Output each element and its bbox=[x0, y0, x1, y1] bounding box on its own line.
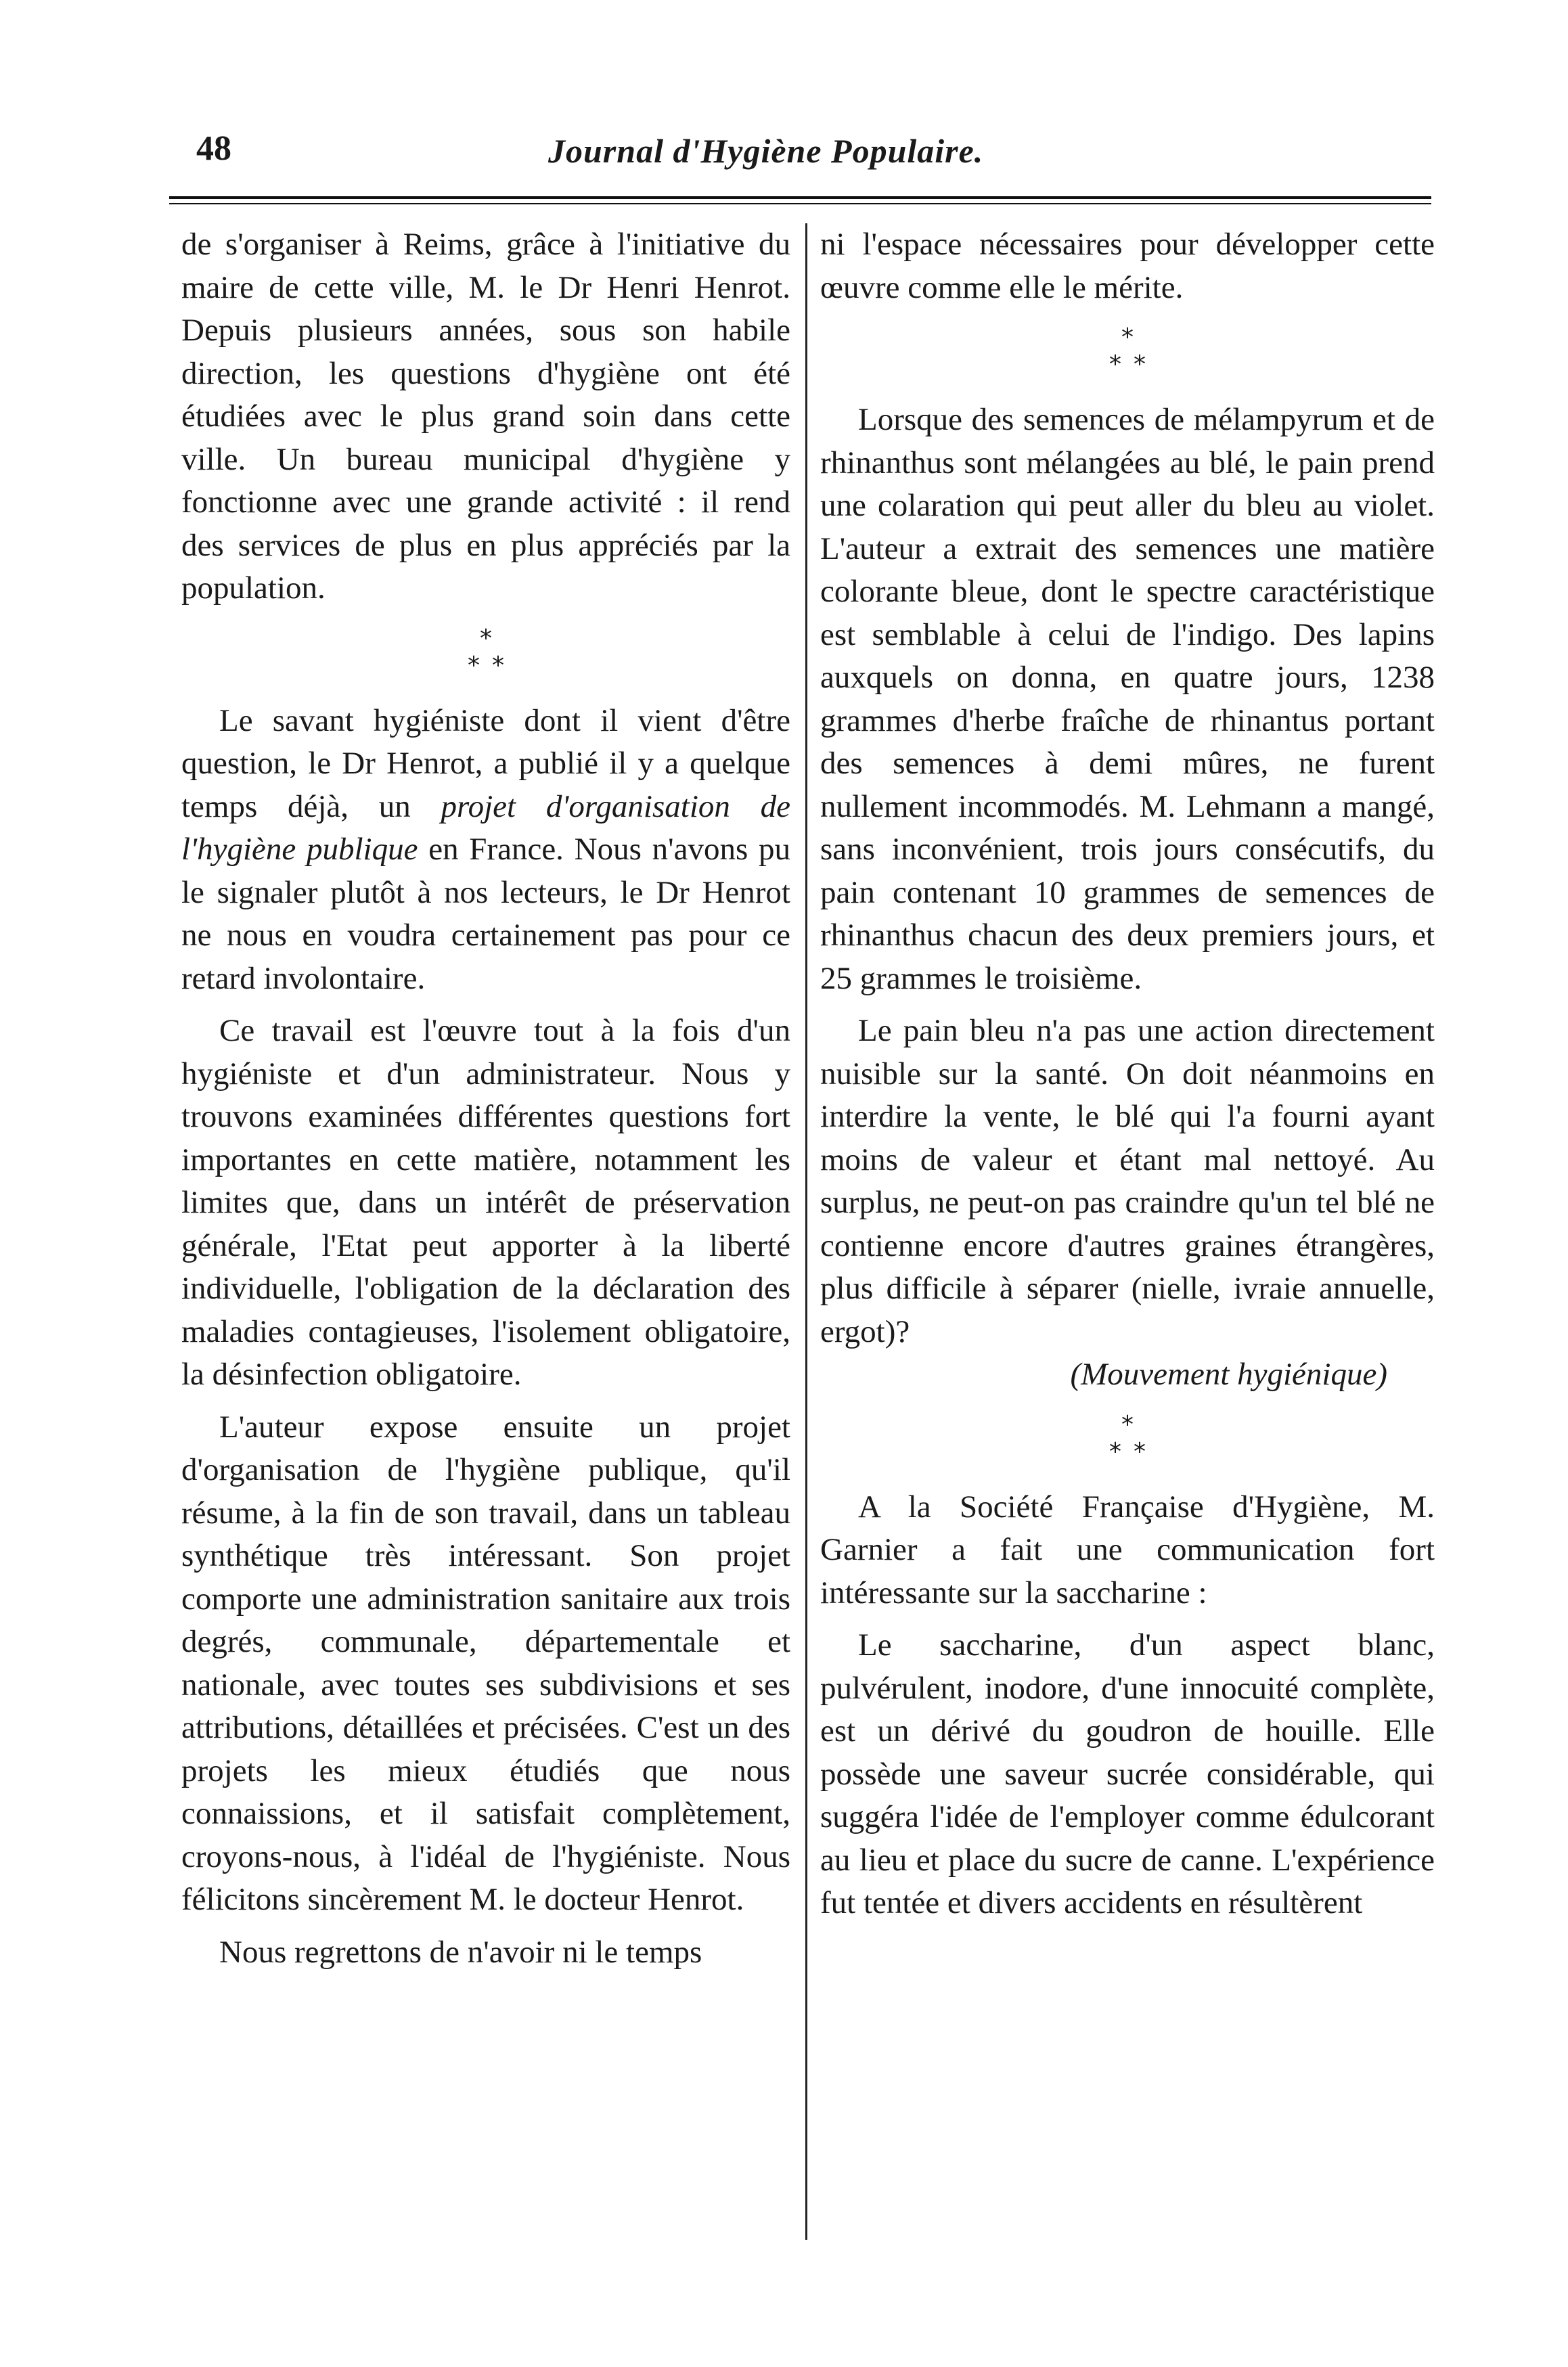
column-divider bbox=[805, 223, 807, 2240]
paragraph: A la Société Française d'Hygiène, M. Garnier a fait une communication fort intéressante sur la saccharine : bbox=[820, 1489, 1435, 1610]
publication-title: projet d'organisation de l'hygiène publique bbox=[181, 788, 790, 867]
paragraph: de s'organiser à Reims, grâce à l'initiative du maire de cette ville, M. le Dr Henri Henrot. Depuis plusieurs années, sous son habile direction, les questions d'hygiène ont été étudiées avec le plus grand soin dans cette ville. Un bureau municipal d'hygiène y fonctionne avec une grande activité : il rend des services de plus en plus appréciés par la population. bbox=[181, 227, 790, 606]
paragraph: Le saccharine, d'un aspect blanc, pulvérulent, inodore, d'une innocuité complète, est un dérivé du goudron de houille. Elle possède une saveur sucrée considérable, qui suggéra l'idée de l'employer comme édulcorant au lieu et place du sucre de canne. L'expérience fut tentée et divers accidents en résultèrent bbox=[820, 1627, 1435, 1920]
paragraph: Lorsque des semences de mélampyrum et de rhinanthus sont mélangées au blé, le pain prend une colaration qui peut aller du bleu au violet. L'auteur a extrait des semences une matière colorante bleue, dont le spectre caractéristique est semblable à celui de l'indigo. Des lapins auxquels on donna, en quatre jours, 1238 grammes d'herbe fraîche de rhinantus portant des semences à demi mûres, ne furent nullement incommodés. M. Lehmann a mangé, sans inconvénient, trois jours consécutifs, du pain contenant 10 grammes de semences de rhinanthus chacun des deux premiers jours, et 25 grammes le troisième. bbox=[820, 402, 1435, 996]
paragraph: L'auteur expose ensuite un projet d'organisation de l'hygiène publique, qu'il résume, à la fin de son travail, dans un tableau synthétique très intéressant. Son projet comporte une administration sanitaire aux trois degrés, communale, départementale et nationale, avec toutes ses subdivisions et ses attributions, détaillées et précisées. C'est un des projets les mieux étudiés que nous connaissions, et il satisfait complètement, croyons-nous, à l'idéal de l'hygiéniste. Nous félicitons sincèrement M. le docteur Henrot. bbox=[181, 1409, 790, 1917]
page-header bbox=[169, 129, 1435, 189]
section-separator-asterism: * ** bbox=[468, 624, 516, 679]
paragraph: ni l'espace nécessaires pour développer cette œuvre comme elle le mérite. bbox=[820, 227, 1435, 305]
header-rule bbox=[169, 196, 1431, 199]
paragraph: Le savant hygiéniste dont il vient d'être question, le Dr Henrot, a publié il y a quelque temps déjà, un projet d'organisation de l'hygiène publique en France. Nous n'avons pu le signaler plutôt à nos lecteurs, le Dr Henrot ne nous en voudra certainement pas pour ce retard involontaire. bbox=[181, 702, 790, 996]
paragraph: Ce travail est l'œuvre tout à la fois d'un hygiéniste et d'un administrateur. Nous y trouvons examinées différentes questions fort importantes en cette matière, notamment les limites que, dans un intérêt de préservation générale, l'Etat peut apporter à la liberté individuelle, l'obligation de la déclaration des maladies contagieuses, l'isolement obligatoire, la désinfection obligatoire. bbox=[181, 1013, 790, 1392]
source-citation: (Mouvement hygiénique) bbox=[1070, 1357, 1387, 1392]
section-separator-asterism: * ** bbox=[1109, 1410, 1158, 1466]
section-separator-asterism: * ** bbox=[1109, 323, 1158, 378]
paragraph: Le pain bleu n'a pas une action directement nuisible sur la santé. On doit néanmoins en interdire la vente, le blé qui l'a fourni ayant moins de valeur et étant mal nettoyé. Au surplus, ne peut-on pas craindre qu'un tel blé ne contienne encore d'autres graines étrangères, plus difficile à séparer (nielle, ivraie annuelle, ergot)? bbox=[820, 1013, 1435, 1349]
left-column bbox=[181, 223, 790, 1974]
paragraph: Nous regrettons de n'avoir ni le temps bbox=[219, 1934, 702, 1970]
right-column bbox=[820, 223, 1435, 1925]
header-rule-thin bbox=[169, 203, 1431, 204]
journal-title: Journal d'Hygiène Populaire. bbox=[548, 132, 984, 170]
page-number: 48 bbox=[196, 129, 231, 168]
